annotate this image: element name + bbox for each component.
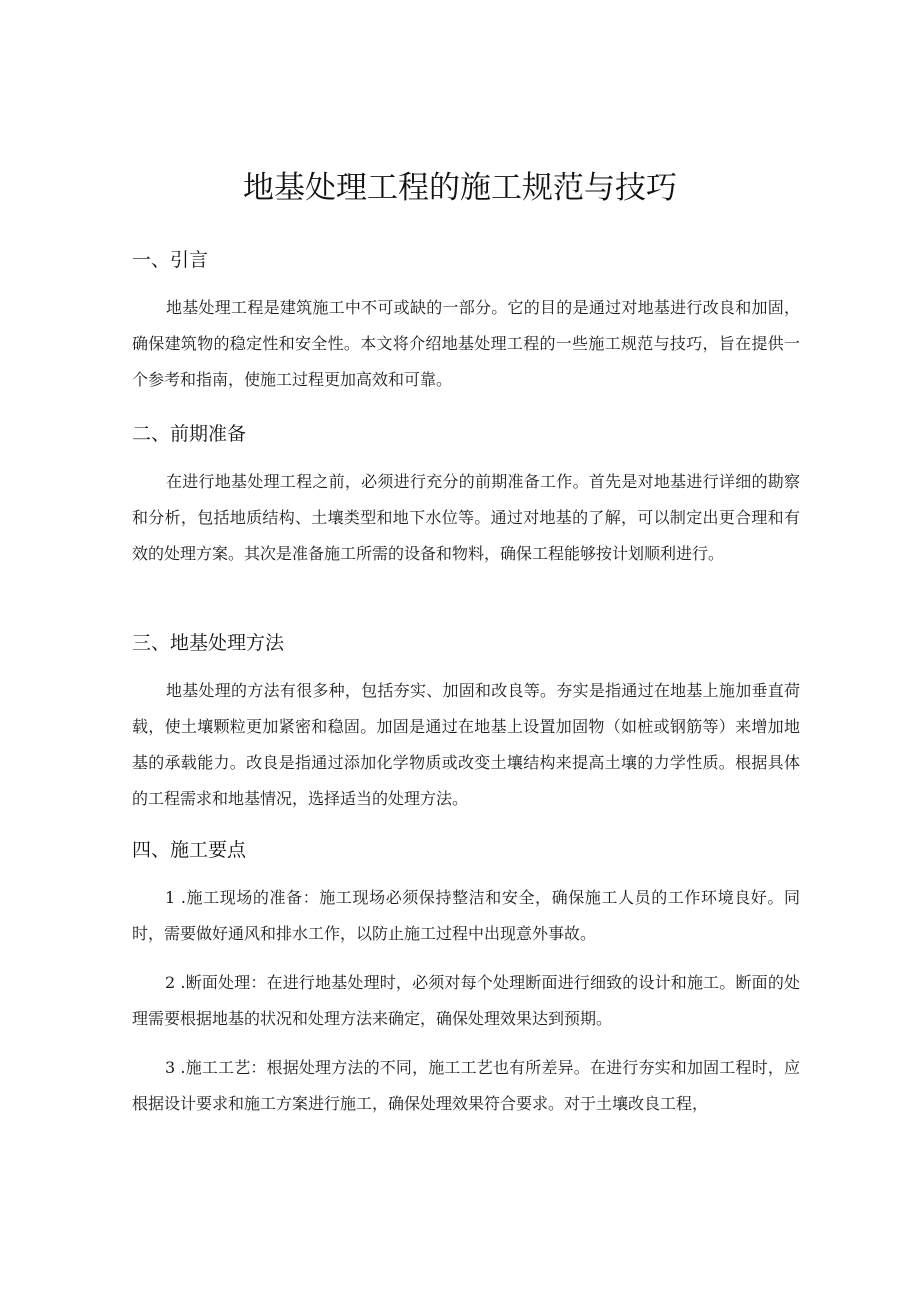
section-heading-key-points: 四、施工要点 xyxy=(132,839,247,861)
section-heading-preparation: 二、前期准备 xyxy=(132,423,247,445)
paragraph-preparation: 在进行地基处理工程之前，必须进行充分的前期准备工作。首先是对地基进行详细的勘察和分析，包括地质结构、土壤类型和地下水位等。通过对地基的了解，可以制定出更合理和有效的处理方案。其次是准备施工所需的设备和物料，确保工程能够按计划顺利进行。 xyxy=(132,472,800,563)
paragraph-introduction: 地基处理工程是建筑施工中不可或缺的一部分。它的目的是通过对地基进行改良和加固，确保建筑物的稳定性和安全性。本文将介绍地基处理工程的一些施工规范与技巧，旨在提供一个参考和指南，使施工过程更加高效和可靠。 xyxy=(132,298,800,389)
paragraph-point-2: 2 .断面处理：在进行地基处理时，必须对每个处理断面进行细致的设计和施工。断面的处理需要根据地基的状况和处理方法来确定，确保处理效果达到预期。 xyxy=(132,973,800,1028)
section-heading-methods: 三、地基处理方法 xyxy=(132,632,285,654)
paragraph-point-3: 3 .施工工艺：根据处理方法的不同，施工工艺也有所差异。在进行夯实和加固工程时，应根据设计要求和施工方案进行施工，确保处理效果符合要求。对于土壤改良工程， xyxy=(132,1058,800,1113)
page-title: 地基处理工程的施工规范与技巧 xyxy=(243,170,677,206)
paragraph-point-1: 1 .施工现场的准备：施工现场必须保持整洁和安全，确保施工人员的工作环境良好。同时，需要做好通风和排水工作，以防止施工过程中出现意外事故。 xyxy=(132,888,800,943)
section-heading-introduction: 一、引言 xyxy=(132,249,209,271)
paragraph-methods: 地基处理的方法有很多种，包括夯实、加固和改良等。夯实是指通过在地基上施加垂直荷载，使土壤颗粒更加紧密和稳固。加固是通过在地基上设置加固物（如桩或钢筋等）来增加地基的承载能力。改良是指通过添加化学物质或改变土壤结构来提高土壤的力学性质。根据具体的工程需求和地基情况，选择适当的处理方法。 xyxy=(132,681,800,808)
